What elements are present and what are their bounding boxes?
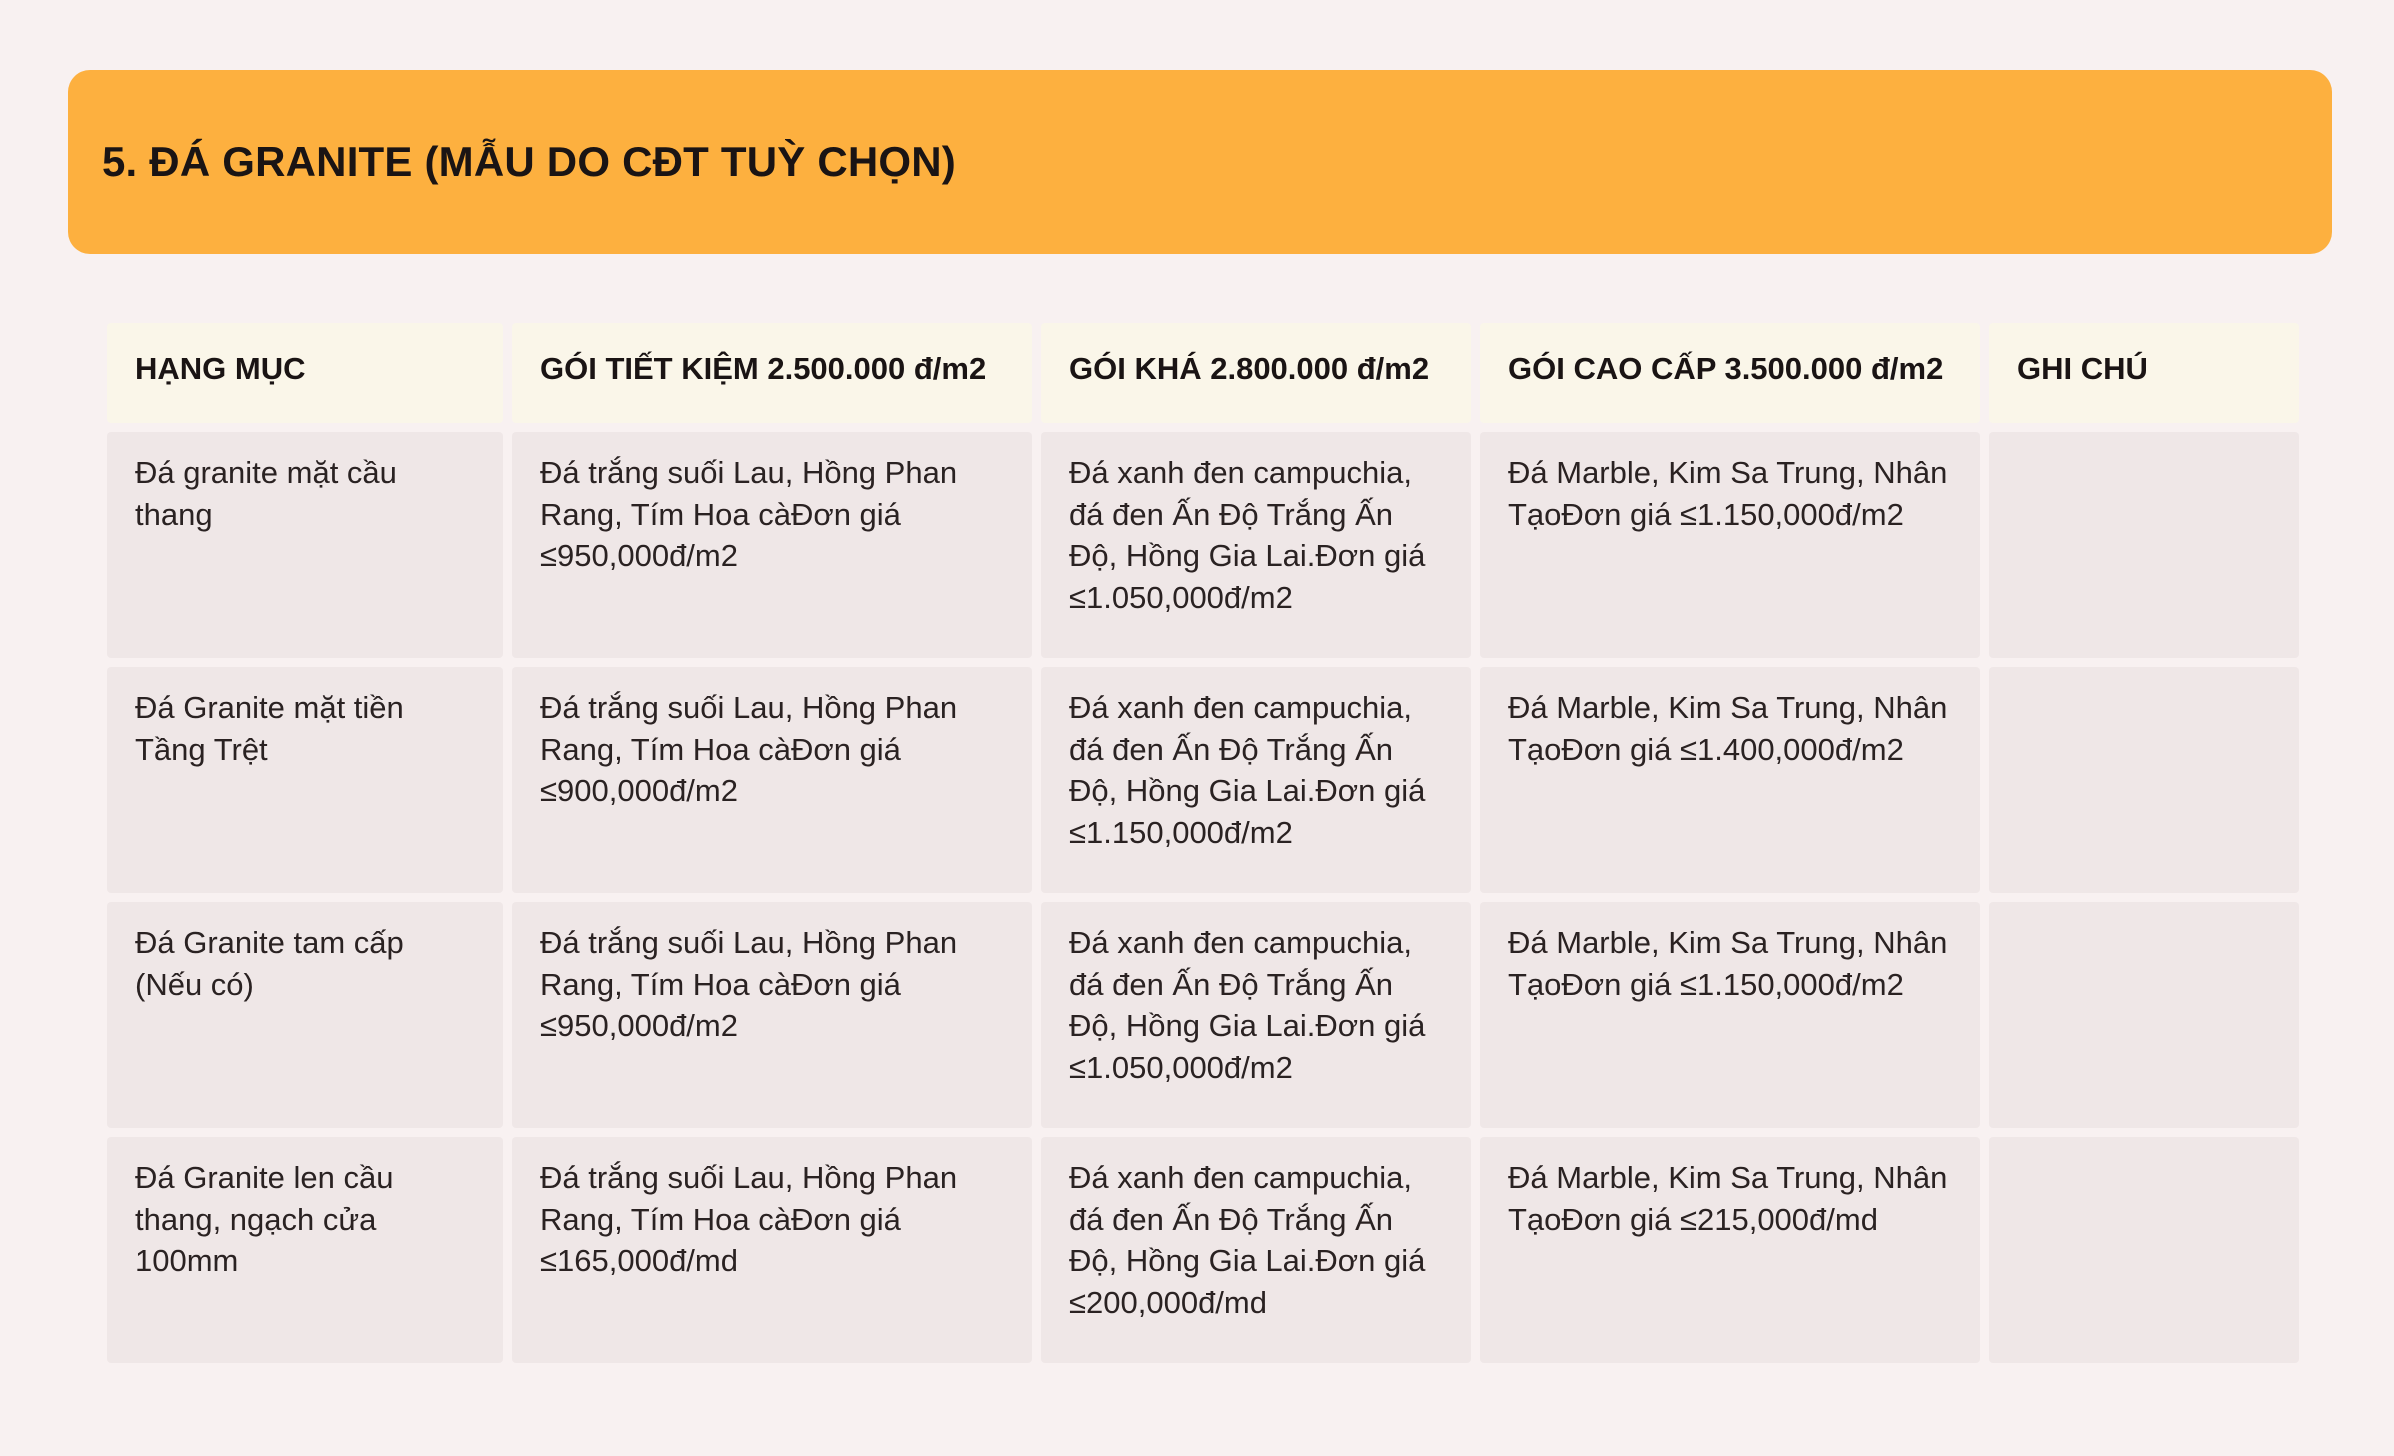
table-cell-note xyxy=(1989,1137,2299,1363)
header-cell-note: GHI CHÚ xyxy=(1989,323,2299,423)
table-cell-item: Đá Granite mặt tiền Tầng Trệt xyxy=(107,667,503,893)
table-cell-standard: Đá xanh đen campuchia, đá đen Ấn Độ Trắng Ấn Độ, Hồng Gia Lai.Đơn giá ≤1.050,000đ/m2 xyxy=(1041,902,1471,1128)
section-banner xyxy=(68,70,2332,254)
header-cell-economy: GÓI TIẾT KIỆM 2.500.000 đ/m2 xyxy=(512,323,1032,423)
table-cell-economy: Đá trắng suối Lau, Hồng Phan Rang, Tím Hoa càĐơn giá ≤950,000đ/m2 xyxy=(512,432,1032,658)
table-cell-note xyxy=(1989,902,2299,1128)
table-cell-economy: Đá trắng suối Lau, Hồng Phan Rang, Tím Hoa càĐơn giá ≤950,000đ/m2 xyxy=(512,902,1032,1128)
table-cell-economy: Đá trắng suối Lau, Hồng Phan Rang, Tím Hoa càĐơn giá ≤165,000đ/md xyxy=(512,1137,1032,1363)
header-cell-standard: GÓI KHÁ 2.800.000 đ/m2 xyxy=(1041,323,1471,423)
table-cell-standard: Đá xanh đen campuchia, đá đen Ấn Độ Trắng Ấn Độ, Hồng Gia Lai.Đơn giá ≤1.050,000đ/m2 xyxy=(1041,432,1471,658)
table-cell-note xyxy=(1989,667,2299,893)
table-cell-note xyxy=(1989,432,2299,658)
pricing-table xyxy=(107,323,2293,1363)
header-cell-item: HẠNG MỤC xyxy=(107,323,503,423)
table-cell-premium: Đá Marble, Kim Sa Trung, Nhân TạoĐơn giá ≤1.150,000đ/m2 xyxy=(1480,432,1980,658)
table-cell-item: Đá granite mặt cầu thang xyxy=(107,432,503,658)
table-cell-standard: Đá xanh đen campuchia, đá đen Ấn Độ Trắng Ấn Độ, Hồng Gia Lai.Đơn giá ≤200,000đ/md xyxy=(1041,1137,1471,1363)
table-cell-premium: Đá Marble, Kim Sa Trung, Nhân TạoĐơn giá ≤1.400,000đ/m2 xyxy=(1480,667,1980,893)
table-cell-economy: Đá trắng suối Lau, Hồng Phan Rang, Tím Hoa càĐơn giá ≤900,000đ/m2 xyxy=(512,667,1032,893)
table-cell-premium: Đá Marble, Kim Sa Trung, Nhân TạoĐơn giá ≤215,000đ/md xyxy=(1480,1137,1980,1363)
table-cell-premium: Đá Marble, Kim Sa Trung, Nhân TạoĐơn giá ≤1.150,000đ/m2 xyxy=(1480,902,1980,1128)
section-title: 5. ĐÁ GRANITE (MẪU DO CĐT TUỲ CHỌN) xyxy=(102,138,956,185)
header-cell-premium: GÓI CAO CẤP 3.500.000 đ/m2 xyxy=(1480,323,1980,423)
table-cell-standard: Đá xanh đen campuchia, đá đen Ấn Độ Trắng Ấn Độ, Hồng Gia Lai.Đơn giá ≤1.150,000đ/m2 xyxy=(1041,667,1471,893)
table-cell-item: Đá Granite tam cấp (Nếu có) xyxy=(107,902,503,1128)
table-cell-item: Đá Granite len cầu thang, ngạch cửa 100mm xyxy=(107,1137,503,1363)
